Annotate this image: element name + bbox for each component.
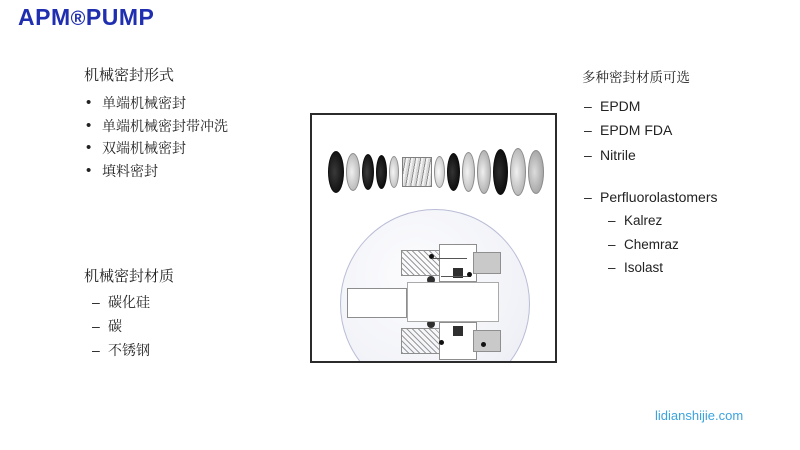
seal-ring [346, 153, 360, 191]
seal-ring [510, 148, 526, 196]
list-item: – Kalrez [582, 209, 792, 232]
seal-cross-section [340, 209, 530, 363]
seal-types-list [84, 92, 299, 183]
list-item: – 碳 [84, 314, 299, 338]
brand-name-suffix: PUMP [85, 4, 155, 30]
leader-line [441, 276, 471, 277]
callout-dot [467, 272, 472, 277]
section-sleeve [473, 330, 501, 352]
list-item: – 碳化硅 [84, 290, 299, 314]
site-watermark: lidianshijie.com [655, 408, 744, 423]
callout-dot [429, 254, 434, 259]
mechanical-seal-figure [310, 113, 557, 363]
list-item: • 单端机械密封带冲洗 [84, 115, 299, 138]
callout-dot [451, 362, 456, 363]
section-hatched-body [401, 250, 441, 276]
seal-ring [477, 150, 491, 194]
right-column-elastomer-options [582, 66, 792, 280]
seal-types-title: 机械密封形式 [84, 67, 175, 84]
list-item: – EPDM [582, 94, 792, 118]
section-sleeve [473, 252, 501, 274]
brand-logo-text [18, 4, 154, 31]
left-column-seal-materials [84, 265, 299, 362]
elastomer-options-title: 多种密封材质可选 [582, 70, 690, 85]
seal-ring [493, 149, 508, 195]
seal-ring [462, 152, 475, 192]
seal-ring [328, 151, 344, 193]
slide-header [0, 0, 800, 36]
seal-ring [528, 150, 544, 194]
leader-line [433, 258, 467, 259]
section-hatched-body [401, 328, 441, 354]
figure-inner [312, 115, 555, 361]
list-item: – Chemraz [582, 233, 792, 256]
seal-ring [434, 156, 445, 188]
section-shaft [347, 288, 407, 318]
callout-dot [439, 340, 444, 345]
seal-ring [362, 154, 374, 190]
list-item: – 不锈钢 [84, 338, 299, 362]
spring-coil [402, 157, 432, 187]
callout-dot [481, 342, 486, 347]
section-gap [407, 282, 499, 322]
list-item: – Isolast [582, 256, 792, 279]
exploded-seal-rings [326, 145, 546, 199]
seal-ring [389, 156, 399, 188]
brand-name-prefix: APM [18, 4, 71, 30]
seal-ring [376, 155, 387, 189]
elastomer-options-list [582, 94, 792, 280]
registered-trademark-icon: ® [70, 8, 86, 30]
list-item: • 填料密封 [84, 160, 299, 183]
list-item: • 双端机械密封 [84, 137, 299, 160]
list-item: – EPDM FDA [582, 118, 792, 142]
seal-materials-title: 机械密封材质 [84, 268, 175, 285]
seal-ring [447, 153, 460, 191]
list-item: • 单端机械密封 [84, 92, 299, 115]
seal-materials-list [84, 290, 299, 362]
left-column-seal-types [84, 65, 299, 183]
section-seal-face [453, 326, 463, 336]
list-item: – Nitrile [582, 143, 792, 167]
list-item: – Perfluorolastomers [582, 185, 792, 209]
